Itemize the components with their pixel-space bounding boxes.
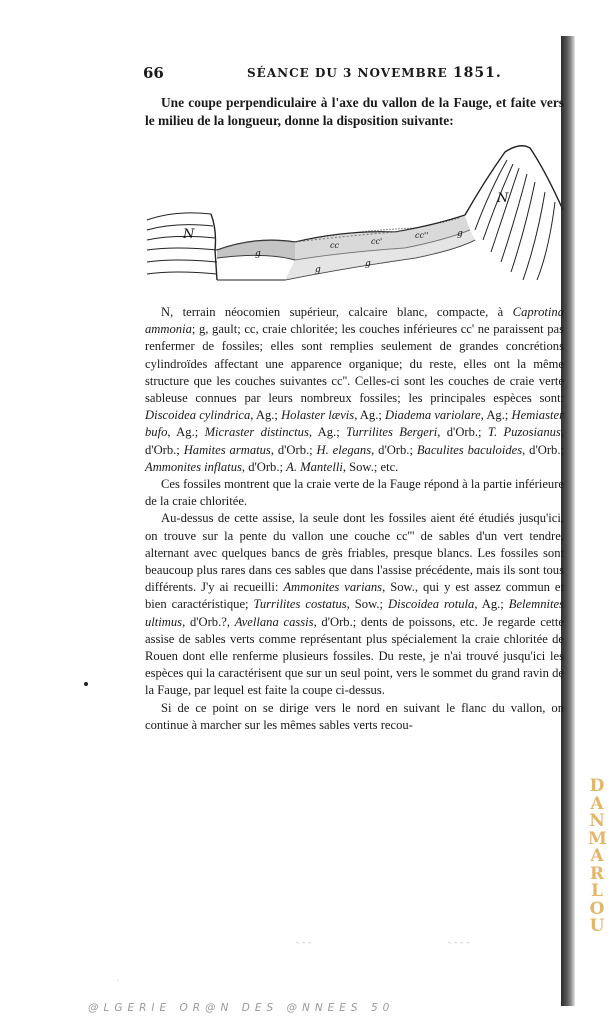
text-run: , Sow.;: [346, 597, 388, 612]
text-run: , Ag.;: [167, 425, 205, 440]
strata-line: [147, 213, 211, 220]
text-run: , Ag.;: [480, 408, 512, 423]
cross-section-svg: [145, 140, 565, 290]
species-name: Belemnites ultimus: [145, 597, 565, 629]
watermark-letter: D: [589, 776, 605, 796]
species-name: Discoidea rotula: [387, 597, 475, 612]
paragraph-1: [145, 304, 564, 476]
species-name: Ammonites varians: [283, 580, 383, 595]
watermark-letter: R: [589, 863, 605, 884]
text-run: , Ag.;: [474, 597, 509, 612]
text-run: , Ag.;: [308, 425, 347, 440]
watermark-letter: U: [589, 916, 605, 936]
paragraph-3: [145, 510, 564, 699]
species-name: Holaster lævis: [281, 408, 355, 423]
right-block-outline: [465, 146, 563, 215]
text-run: , d'Orb.; dents de poissons, etc. Je regarde cette assise de sables verts comme représentant plus spécialement la craie chloritée de Rouen dont elle renferme plusieurs fossiles. Du reste, je n'ai trouvé jusqu'ici les espèces qui la caractérisent que sur un seul point, vers le sommet du grand ravin de la Fauge, par lequel est faite la coupe ci-dessus.: [145, 614, 564, 698]
species-name: Avellana cassis: [234, 614, 314, 629]
species-name: Hemiaster bufo: [145, 408, 564, 440]
paragraph-4: Si de ce point on se dirige vers le nord en suivant le flanc du vallon, on continue à marcher sur les mêmes sables verts recou-: [145, 700, 564, 732]
strata-line: [147, 225, 213, 230]
figure-label: N: [497, 191, 509, 206]
text-run: , d'Orb.;: [371, 442, 417, 457]
species-name: H. elegans: [316, 442, 372, 457]
paragraph-2: Ces fossiles montrent que la craie verte de la Fauge répond à la partie inférieure de la craie chloritée.: [145, 477, 564, 509]
figure-label: cc'': [415, 231, 429, 240]
text-run: , Sow.; etc.: [342, 459, 399, 474]
strata-line: [491, 168, 519, 252]
strata-line: [147, 236, 215, 240]
species-name: Diadema variolare: [385, 408, 481, 423]
left-block-edge: [211, 214, 217, 280]
watermark-letter: A: [590, 846, 604, 866]
text-run: Au-dessus de cette assise, la seule dont les fossiles aient été étudiés jusqu'ici, on trouve sur la pente du vallon une couche cc''' de sables d'un vert tendre, alternant avec quelques bancs de grès friables, presque blancs. Les fossiles sont beaucoup plus rares dans ces sables que dans l'assise précédente, mais ils sont tous différents. J'y ai recueilli:: [145, 511, 564, 595]
text-run: , d'Orb.;: [145, 425, 564, 457]
species-name: Micraster distinctus: [204, 425, 309, 440]
text-run: ; g, gault; cc, craie chloritée; les couches inférieures cc' ne paraissent pas renfermer de fossiles; elles sont remplies seulement de grandes concrétions cylindroïdes affectant une apparence organique; du reste, elles ont la même structure que les couches suivantes cc''. Celles-ci sont les couches de craie verte sableuse connues par leurs nombreux fossiles; les principales espèces sont:: [145, 322, 564, 406]
strata-line: [147, 260, 217, 262]
strata-line: [537, 202, 555, 280]
species-name: Hamites armatus: [183, 442, 271, 457]
species-name: Turrilites Bergeri: [346, 425, 438, 440]
watermark-letter: A: [590, 793, 604, 814]
figure-label: g: [255, 249, 261, 259]
body-text: [145, 304, 564, 734]
page-number: 66: [143, 64, 164, 82]
species-name: Ammonites inflatus: [145, 459, 242, 474]
running-title: [247, 65, 502, 81]
species-name: Baculites baculoides: [416, 442, 523, 457]
strata-line: [147, 248, 217, 250]
print-artifact: - - -: [296, 938, 312, 948]
strata-line: [147, 272, 217, 274]
text-run: , d'Orb.;: [270, 442, 317, 457]
running-title-text: SÉANCE DU 3 NOVEMBRE: [247, 66, 453, 80]
figure-label: g: [457, 229, 463, 239]
watermark-letter: O: [589, 898, 605, 919]
margin-dot: [84, 682, 88, 686]
intro-text: Une coupe perpendiculaire à l'axe du vallon de la Fauge, et faite vers le milieu de la longueur, donne la disposition suivante:: [145, 95, 564, 128]
text-run: , d'Orb.;: [241, 459, 287, 474]
geological-cross-section-figure: [145, 140, 565, 290]
text-run: N, terrain néocomien supérieur, calcaire blanc, compacte, à: [161, 305, 513, 319]
text-run: , Ag.;: [354, 408, 385, 423]
watermark-letter: L: [591, 881, 603, 901]
species-name: Turrilites costatus: [253, 597, 347, 612]
running-title-year: 1851.: [452, 65, 502, 81]
strata-line: [501, 174, 527, 262]
text-run: , d'Orb.?,: [182, 614, 235, 629]
vertical-watermark: [588, 778, 606, 936]
species-name: Discoidea cylindrica: [145, 408, 251, 423]
figure-label: g: [365, 259, 371, 269]
page-header: [143, 64, 563, 84]
intro-paragraph: [145, 94, 564, 130]
species-name: T. Puzosianus: [487, 425, 561, 440]
species-name: A. Mantelli: [286, 459, 343, 474]
text-run: , Ag.;: [250, 408, 282, 423]
figure-label: N: [183, 227, 195, 242]
figure-label: cc: [330, 241, 339, 250]
print-artifact: - - - -: [448, 938, 470, 948]
watermark-letter: N: [589, 811, 605, 831]
text-run: , d'Orb.;: [522, 442, 564, 457]
figure-label: g: [315, 265, 321, 275]
watermark-letter: M: [588, 828, 607, 849]
print-artifact: .: [116, 974, 119, 984]
strata-line: [511, 182, 535, 272]
text-run: , d'Orb.;: [437, 425, 488, 440]
footer-watermark: @LGERIE OR@N DES @NNEES 50: [88, 1002, 395, 1014]
text-run: , Sow., qui y est assez commun et bien caractéristique;: [145, 580, 564, 612]
figure-label: cc': [371, 237, 383, 246]
species-name: Caprotina ammonia: [145, 305, 564, 337]
